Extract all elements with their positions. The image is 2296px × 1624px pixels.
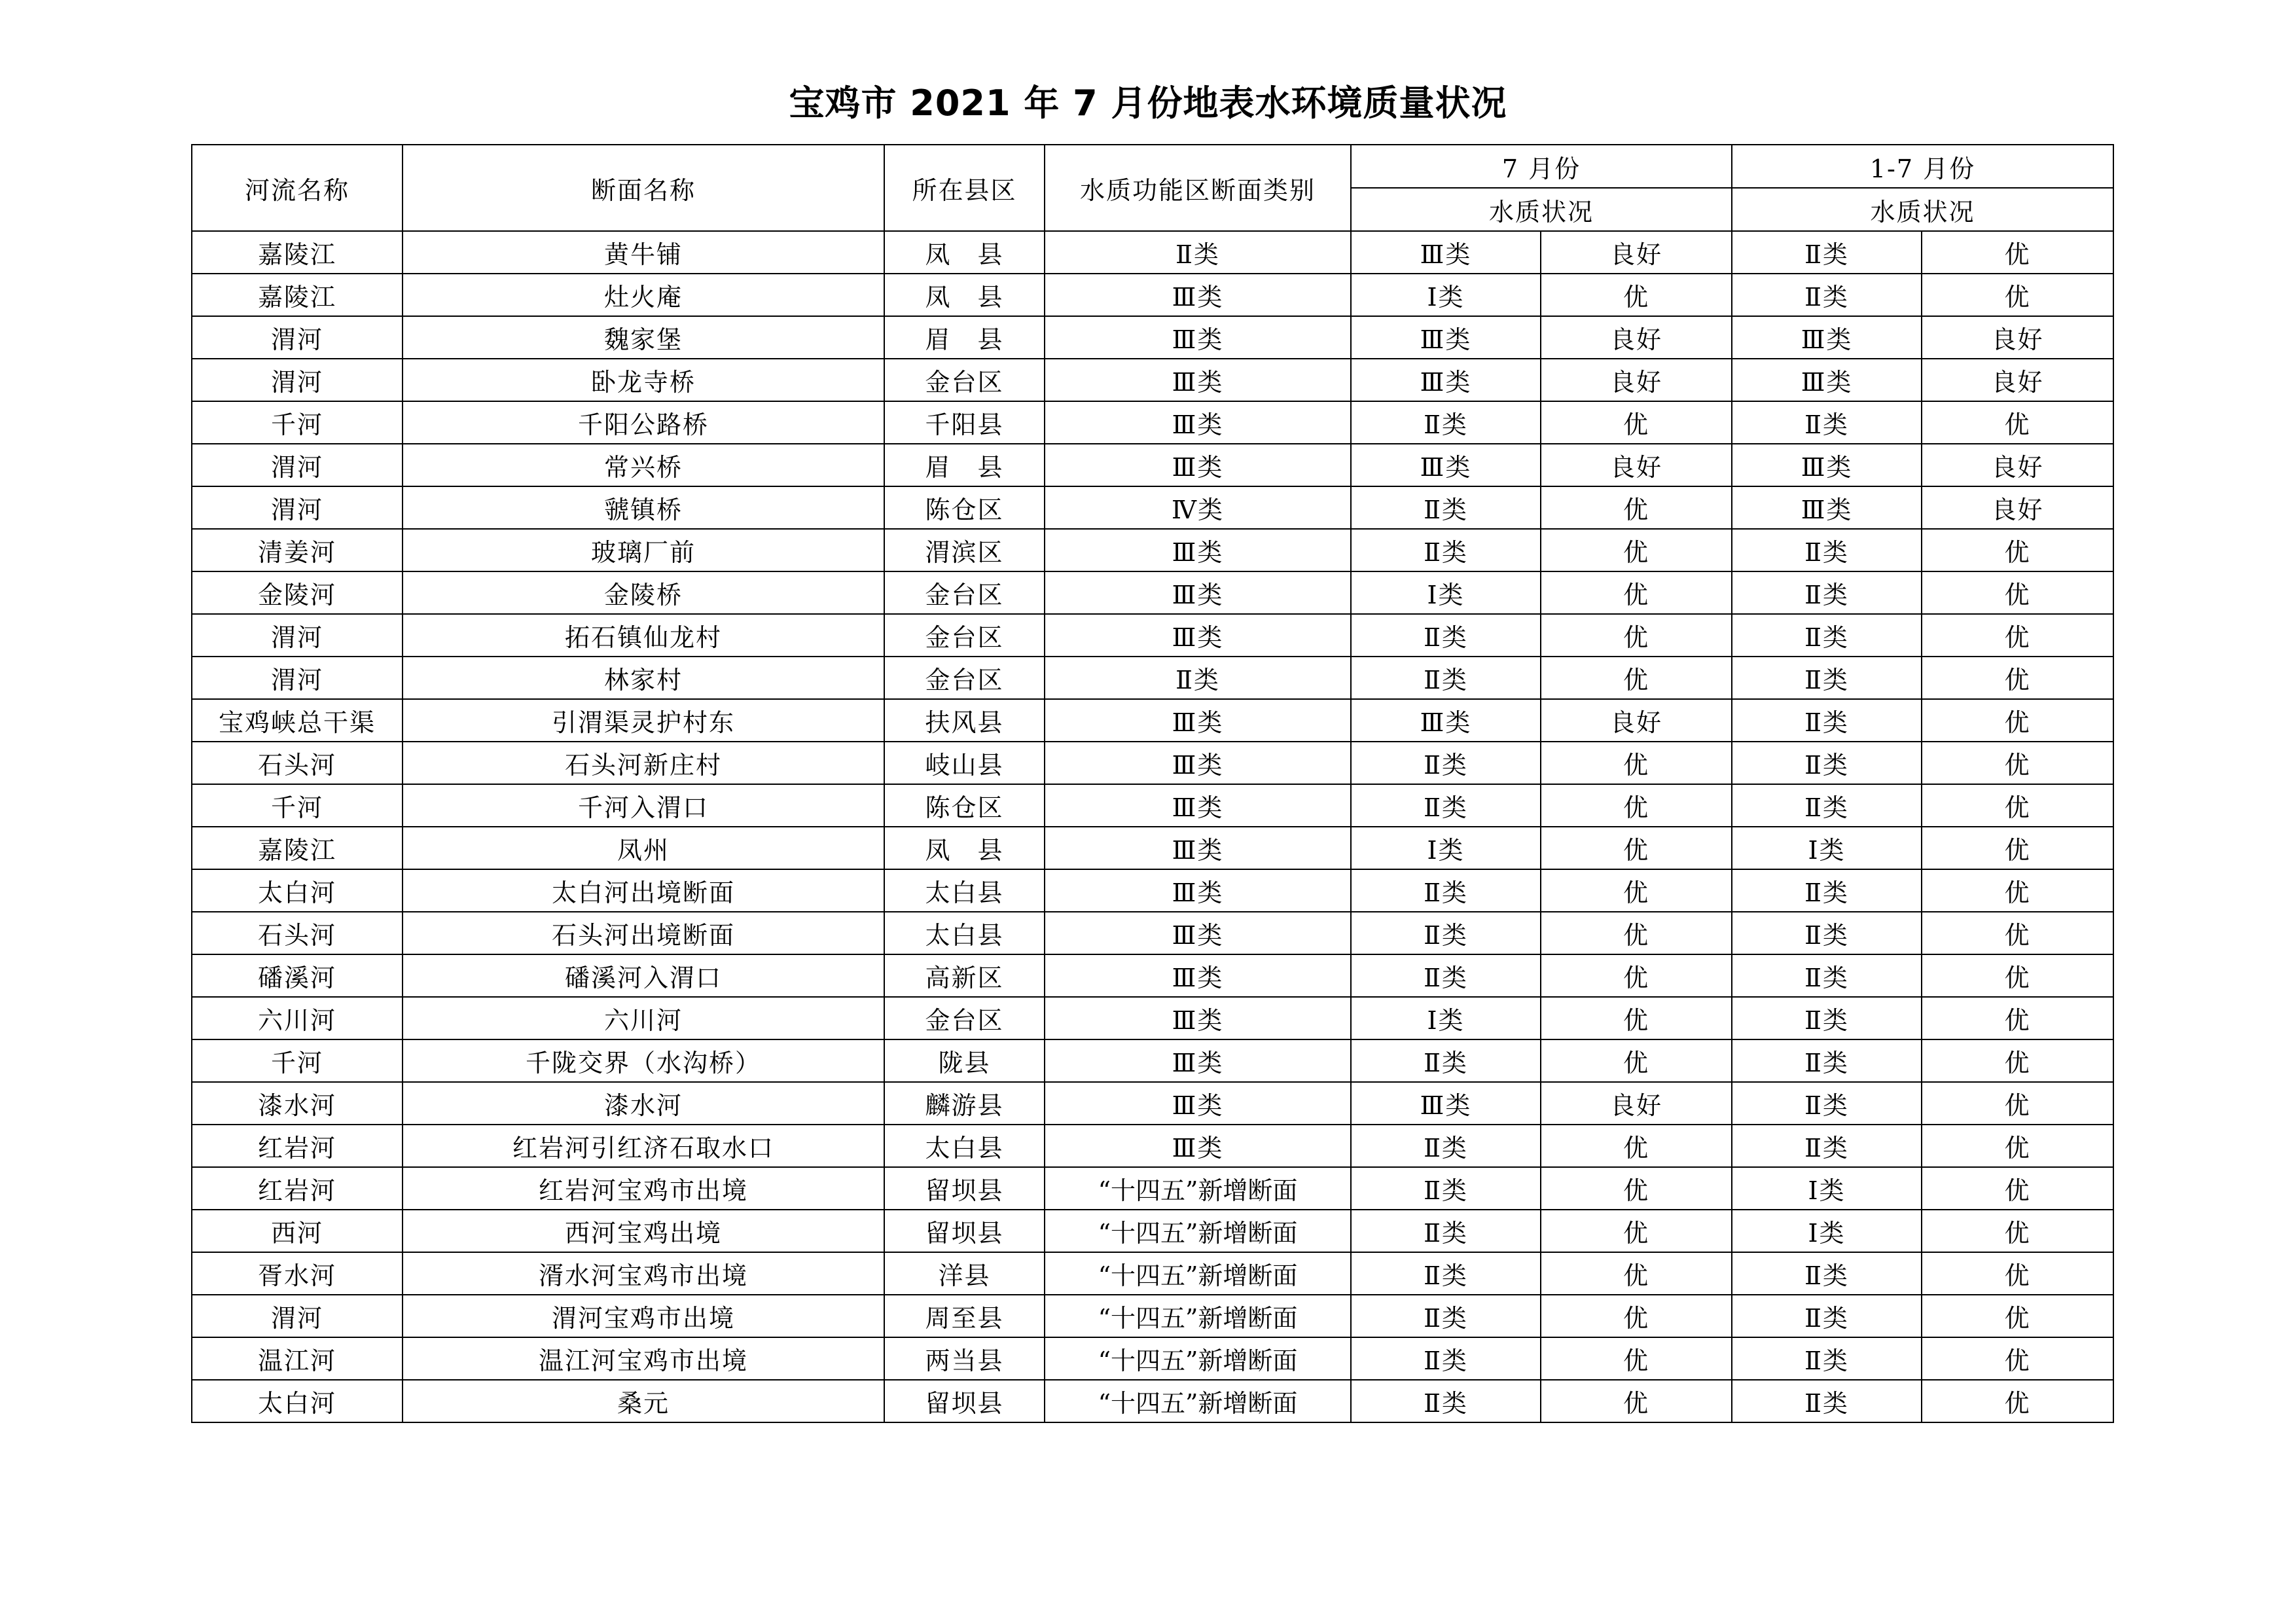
- month-class-cell: Ⅰ类: [1351, 997, 1541, 1039]
- month-grade-cell: 优: [1541, 529, 1732, 571]
- cumulative-grade-cell: 优: [1922, 827, 2113, 869]
- month-class-cell: Ⅱ类: [1351, 1210, 1541, 1252]
- cumulative-class-cell: Ⅱ类: [1732, 274, 1922, 316]
- county-cell: 太白县: [884, 869, 1045, 912]
- cumulative-grade-cell: 优: [1922, 954, 2113, 997]
- cumulative-class-cell: Ⅰ类: [1732, 1210, 1922, 1252]
- month-grade-cell: 优: [1541, 1125, 1732, 1167]
- section-name-cell: 常兴桥: [403, 444, 884, 486]
- section-name-cell: 虢镇桥: [403, 486, 884, 529]
- section-name-cell: 林家村: [403, 657, 884, 699]
- month-class-cell: Ⅲ类: [1351, 316, 1541, 359]
- river-name-cell: 千河: [192, 1039, 403, 1082]
- cumulative-grade-cell: 优: [1922, 784, 2113, 827]
- cumulative-class-cell: Ⅱ类: [1732, 401, 1922, 444]
- function-class-cell: “十四五”新增断面: [1045, 1337, 1351, 1380]
- month-class-cell: Ⅱ类: [1351, 657, 1541, 699]
- table-row: [192, 997, 2113, 1039]
- cumulative-class-cell: Ⅱ类: [1732, 529, 1922, 571]
- county-cell: 太白县: [884, 912, 1045, 954]
- cumulative-grade-cell: 良好: [1922, 359, 2113, 401]
- river-name-cell: 渭河: [192, 657, 403, 699]
- table-row: [192, 359, 2113, 401]
- month-grade-cell: 优: [1541, 1252, 1732, 1295]
- cumulative-class-cell: Ⅱ类: [1732, 571, 1922, 614]
- county-cell: 两当县: [884, 1337, 1045, 1380]
- section-name-cell: 魏家堡: [403, 316, 884, 359]
- cumulative-grade-cell: 优: [1922, 657, 2113, 699]
- function-class-cell: Ⅲ类: [1045, 274, 1351, 316]
- cumulative-grade-cell: 优: [1922, 1082, 2113, 1125]
- function-class-cell: Ⅲ类: [1045, 742, 1351, 784]
- cumulative-grade-cell: 优: [1922, 1167, 2113, 1210]
- table-row: [192, 571, 2113, 614]
- function-class-cell: Ⅳ类: [1045, 486, 1351, 529]
- section-name-cell: 拓石镇仙龙村: [403, 614, 884, 657]
- county-cell: 洋县: [884, 1252, 1045, 1295]
- cumulative-class-cell: Ⅱ类: [1732, 1252, 1922, 1295]
- section-name-cell: 石头河新庄村: [403, 742, 884, 784]
- cumulative-class-cell: Ⅱ类: [1732, 614, 1922, 657]
- cumulative-class-cell: Ⅱ类: [1732, 912, 1922, 954]
- table-row: [192, 316, 2113, 359]
- county-cell: 眉 县: [884, 316, 1045, 359]
- month-grade-cell: 优: [1541, 869, 1732, 912]
- county-cell: 麟游县: [884, 1082, 1045, 1125]
- river-name-cell: 漆水河: [192, 1082, 403, 1125]
- river-name-cell: 宝鸡峡总干渠: [192, 699, 403, 742]
- river-name-cell: 西河: [192, 1210, 403, 1252]
- month-grade-cell: 良好: [1541, 1082, 1732, 1125]
- header-cumulative-status: 水质状况: [1732, 188, 2113, 231]
- cumulative-class-cell: Ⅱ类: [1732, 1039, 1922, 1082]
- river-name-cell: 磻溪河: [192, 954, 403, 997]
- river-name-cell: 六川河: [192, 997, 403, 1039]
- function-class-cell: Ⅲ类: [1045, 614, 1351, 657]
- water-quality-table: [191, 144, 2114, 1423]
- month-class-cell: Ⅲ类: [1351, 1082, 1541, 1125]
- function-class-cell: Ⅲ类: [1045, 699, 1351, 742]
- river-name-cell: 渭河: [192, 444, 403, 486]
- county-cell: 陈仓区: [884, 486, 1045, 529]
- cumulative-class-cell: Ⅱ类: [1732, 954, 1922, 997]
- month-grade-cell: 优: [1541, 1039, 1732, 1082]
- table-row: [192, 1039, 2113, 1082]
- page-title: 宝鸡市 2021 年 7 月份地表水环境质量状况: [789, 82, 1507, 124]
- cumulative-class-cell: Ⅱ类: [1732, 1125, 1922, 1167]
- county-cell: 陈仓区: [884, 784, 1045, 827]
- table-row: [192, 827, 2113, 869]
- cumulative-grade-cell: 良好: [1922, 444, 2113, 486]
- cumulative-class-cell: Ⅰ类: [1732, 1167, 1922, 1210]
- table-row: [192, 274, 2113, 316]
- header-cumulative: 1-7 月份: [1732, 145, 2113, 188]
- section-name-cell: 温江河宝鸡市出境: [403, 1337, 884, 1380]
- section-name-cell: 千阳公路桥: [403, 401, 884, 444]
- month-class-cell: Ⅱ类: [1351, 1039, 1541, 1082]
- month-class-cell: Ⅱ类: [1351, 1295, 1541, 1337]
- river-name-cell: 渭河: [192, 1295, 403, 1337]
- county-cell: 高新区: [884, 954, 1045, 997]
- cumulative-class-cell: Ⅱ类: [1732, 657, 1922, 699]
- section-name-cell: 千河入渭口: [403, 784, 884, 827]
- month-class-cell: Ⅲ类: [1351, 699, 1541, 742]
- cumulative-grade-cell: 优: [1922, 274, 2113, 316]
- month-class-cell: Ⅰ类: [1351, 571, 1541, 614]
- month-class-cell: Ⅱ类: [1351, 486, 1541, 529]
- river-name-cell: 红岩河: [192, 1167, 403, 1210]
- cumulative-class-cell: Ⅲ类: [1732, 316, 1922, 359]
- county-cell: 扶风县: [884, 699, 1045, 742]
- county-cell: 太白县: [884, 1125, 1045, 1167]
- month-grade-cell: 良好: [1541, 699, 1732, 742]
- function-class-cell: Ⅲ类: [1045, 997, 1351, 1039]
- table-row: [192, 699, 2113, 742]
- month-grade-cell: 良好: [1541, 444, 1732, 486]
- river-name-cell: 太白河: [192, 869, 403, 912]
- table-row: [192, 742, 2113, 784]
- section-name-cell: 金陵桥: [403, 571, 884, 614]
- function-class-cell: “十四五”新增断面: [1045, 1252, 1351, 1295]
- month-class-cell: Ⅱ类: [1351, 401, 1541, 444]
- cumulative-class-cell: Ⅰ类: [1732, 827, 1922, 869]
- section-name-cell: 漆水河: [403, 1082, 884, 1125]
- section-name-cell: 磻溪河入渭口: [403, 954, 884, 997]
- month-class-cell: Ⅱ类: [1351, 1167, 1541, 1210]
- river-name-cell: 胥水河: [192, 1252, 403, 1295]
- table-row: [192, 1082, 2113, 1125]
- month-grade-cell: 良好: [1541, 316, 1732, 359]
- function-class-cell: Ⅲ类: [1045, 1039, 1351, 1082]
- cumulative-grade-cell: 优: [1922, 614, 2113, 657]
- month-grade-cell: 优: [1541, 1210, 1732, 1252]
- table-row: [192, 401, 2113, 444]
- cumulative-grade-cell: 优: [1922, 1125, 2113, 1167]
- section-name-cell: 引渭渠灵护村东: [403, 699, 884, 742]
- county-cell: 留坝县: [884, 1210, 1045, 1252]
- cumulative-grade-cell: 优: [1922, 1380, 2113, 1422]
- county-cell: 金台区: [884, 359, 1045, 401]
- month-class-cell: Ⅱ类: [1351, 1125, 1541, 1167]
- section-name-cell: 渭河宝鸡市出境: [403, 1295, 884, 1337]
- month-grade-cell: 优: [1541, 997, 1732, 1039]
- county-cell: 留坝县: [884, 1167, 1045, 1210]
- river-name-cell: 嘉陵江: [192, 274, 403, 316]
- month-class-cell: Ⅰ类: [1351, 274, 1541, 316]
- section-name-cell: 西河宝鸡出境: [403, 1210, 884, 1252]
- cumulative-class-cell: Ⅲ类: [1732, 444, 1922, 486]
- cumulative-grade-cell: 优: [1922, 1252, 2113, 1295]
- function-class-cell: Ⅲ类: [1045, 1125, 1351, 1167]
- header-month: 7 月份: [1351, 145, 1732, 188]
- table-row: [192, 1167, 2113, 1210]
- county-cell: 留坝县: [884, 1380, 1045, 1422]
- function-class-cell: “十四五”新增断面: [1045, 1167, 1351, 1210]
- cumulative-grade-cell: 优: [1922, 571, 2113, 614]
- function-class-cell: Ⅲ类: [1045, 1082, 1351, 1125]
- table-row: [192, 657, 2113, 699]
- month-grade-cell: 优: [1541, 954, 1732, 997]
- month-grade-cell: 优: [1541, 1167, 1732, 1210]
- section-name-cell: 红岩河引红济石取水口: [403, 1125, 884, 1167]
- cumulative-grade-cell: 优: [1922, 231, 2113, 274]
- table-header: [192, 145, 2113, 231]
- month-class-cell: Ⅰ类: [1351, 827, 1541, 869]
- month-class-cell: Ⅱ类: [1351, 529, 1541, 571]
- table-row: [192, 1295, 2113, 1337]
- county-cell: 千阳县: [884, 401, 1045, 444]
- cumulative-class-cell: Ⅱ类: [1732, 997, 1922, 1039]
- county-cell: 岐山县: [884, 742, 1045, 784]
- cumulative-grade-cell: 优: [1922, 997, 2113, 1039]
- month-class-cell: Ⅲ类: [1351, 359, 1541, 401]
- month-class-cell: Ⅱ类: [1351, 1337, 1541, 1380]
- month-class-cell: Ⅱ类: [1351, 784, 1541, 827]
- cumulative-class-cell: Ⅱ类: [1732, 1337, 1922, 1380]
- county-cell: 渭滨区: [884, 529, 1045, 571]
- month-grade-cell: 优: [1541, 1380, 1732, 1422]
- table-row: [192, 231, 2113, 274]
- cumulative-class-cell: Ⅲ类: [1732, 486, 1922, 529]
- cumulative-class-cell: Ⅱ类: [1732, 869, 1922, 912]
- county-cell: 金台区: [884, 997, 1045, 1039]
- table-row: [192, 614, 2113, 657]
- river-name-cell: 渭河: [192, 316, 403, 359]
- table-row: [192, 912, 2113, 954]
- cumulative-grade-cell: 优: [1922, 699, 2113, 742]
- table-row: [192, 444, 2113, 486]
- section-name-cell: 千陇交界（水沟桥）: [403, 1039, 884, 1082]
- header-month-status: 水质状况: [1351, 188, 1732, 231]
- month-grade-cell: 优: [1541, 401, 1732, 444]
- function-class-cell: Ⅱ类: [1045, 231, 1351, 274]
- county-cell: 凤 县: [884, 231, 1045, 274]
- county-cell: 金台区: [884, 614, 1045, 657]
- river-name-cell: 石头河: [192, 912, 403, 954]
- month-class-cell: Ⅱ类: [1351, 1380, 1541, 1422]
- table-row: [192, 869, 2113, 912]
- function-class-cell: Ⅲ类: [1045, 401, 1351, 444]
- river-name-cell: 千河: [192, 784, 403, 827]
- table-row: [192, 1380, 2113, 1422]
- table-row: [192, 954, 2113, 997]
- river-name-cell: 千河: [192, 401, 403, 444]
- river-name-cell: 嘉陵江: [192, 231, 403, 274]
- header-function-class: 水质功能区断面类别: [1045, 145, 1351, 231]
- function-class-cell: Ⅲ类: [1045, 912, 1351, 954]
- section-name-cell: 湑水河宝鸡市出境: [403, 1252, 884, 1295]
- river-name-cell: 红岩河: [192, 1125, 403, 1167]
- month-grade-cell: 良好: [1541, 231, 1732, 274]
- section-name-cell: 红岩河宝鸡市出境: [403, 1167, 884, 1210]
- header-river-name: 河流名称: [192, 145, 403, 231]
- month-class-cell: Ⅱ类: [1351, 614, 1541, 657]
- cumulative-grade-cell: 优: [1922, 742, 2113, 784]
- function-class-cell: Ⅱ类: [1045, 657, 1351, 699]
- county-cell: 金台区: [884, 571, 1045, 614]
- section-name-cell: 灶火庵: [403, 274, 884, 316]
- cumulative-grade-cell: 优: [1922, 1039, 2113, 1082]
- table-row: [192, 529, 2113, 571]
- month-grade-cell: 优: [1541, 1337, 1732, 1380]
- header-section-name: 断面名称: [403, 145, 884, 231]
- county-cell: 陇县: [884, 1039, 1045, 1082]
- header-county: 所在县区: [884, 145, 1045, 231]
- function-class-cell: Ⅲ类: [1045, 954, 1351, 997]
- river-name-cell: 渭河: [192, 359, 403, 401]
- cumulative-class-cell: Ⅱ类: [1732, 784, 1922, 827]
- table-row: [192, 784, 2113, 827]
- month-class-cell: Ⅱ类: [1351, 954, 1541, 997]
- cumulative-class-cell: Ⅱ类: [1732, 1082, 1922, 1125]
- function-class-cell: Ⅲ类: [1045, 316, 1351, 359]
- cumulative-grade-cell: 良好: [1922, 486, 2113, 529]
- table-body: [192, 231, 2113, 1422]
- month-grade-cell: 优: [1541, 657, 1732, 699]
- river-name-cell: 太白河: [192, 1380, 403, 1422]
- cumulative-grade-cell: 优: [1922, 869, 2113, 912]
- river-name-cell: 金陵河: [192, 571, 403, 614]
- cumulative-class-cell: Ⅱ类: [1732, 231, 1922, 274]
- month-grade-cell: 优: [1541, 571, 1732, 614]
- month-class-cell: Ⅱ类: [1351, 869, 1541, 912]
- function-class-cell: Ⅲ类: [1045, 359, 1351, 401]
- month-grade-cell: 优: [1541, 1295, 1732, 1337]
- table-row: [192, 1252, 2113, 1295]
- table-row: [192, 486, 2113, 529]
- month-grade-cell: 优: [1541, 274, 1732, 316]
- river-name-cell: 渭河: [192, 614, 403, 657]
- month-grade-cell: 优: [1541, 486, 1732, 529]
- river-name-cell: 渭河: [192, 486, 403, 529]
- function-class-cell: “十四五”新增断面: [1045, 1380, 1351, 1422]
- function-class-cell: “十四五”新增断面: [1045, 1210, 1351, 1252]
- county-cell: 凤 县: [884, 827, 1045, 869]
- river-name-cell: 清姜河: [192, 529, 403, 571]
- cumulative-class-cell: Ⅱ类: [1732, 1295, 1922, 1337]
- section-name-cell: 桑元: [403, 1380, 884, 1422]
- county-cell: 凤 县: [884, 274, 1045, 316]
- section-name-cell: 黄牛铺: [403, 231, 884, 274]
- month-grade-cell: 优: [1541, 614, 1732, 657]
- function-class-cell: Ⅲ类: [1045, 827, 1351, 869]
- county-cell: 眉 县: [884, 444, 1045, 486]
- section-name-cell: 石头河出境断面: [403, 912, 884, 954]
- month-grade-cell: 优: [1541, 827, 1732, 869]
- cumulative-grade-cell: 优: [1922, 401, 2113, 444]
- cumulative-grade-cell: 优: [1922, 529, 2113, 571]
- section-name-cell: 卧龙寺桥: [403, 359, 884, 401]
- month-class-cell: Ⅱ类: [1351, 912, 1541, 954]
- function-class-cell: Ⅲ类: [1045, 869, 1351, 912]
- function-class-cell: Ⅲ类: [1045, 784, 1351, 827]
- table-row: [192, 1125, 2113, 1167]
- table-row: [192, 1210, 2113, 1252]
- month-grade-cell: 优: [1541, 912, 1732, 954]
- cumulative-grade-cell: 良好: [1922, 316, 2113, 359]
- cumulative-class-cell: Ⅱ类: [1732, 699, 1922, 742]
- cumulative-class-cell: Ⅲ类: [1732, 359, 1922, 401]
- cumulative-class-cell: Ⅱ类: [1732, 742, 1922, 784]
- month-grade-cell: 优: [1541, 784, 1732, 827]
- section-name-cell: 六川河: [403, 997, 884, 1039]
- month-class-cell: Ⅱ类: [1351, 1252, 1541, 1295]
- cumulative-grade-cell: 优: [1922, 912, 2113, 954]
- section-name-cell: 太白河出境断面: [403, 869, 884, 912]
- month-class-cell: Ⅲ类: [1351, 231, 1541, 274]
- river-name-cell: 石头河: [192, 742, 403, 784]
- function-class-cell: “十四五”新增断面: [1045, 1295, 1351, 1337]
- section-name-cell: 凤州: [403, 827, 884, 869]
- month-grade-cell: 优: [1541, 742, 1732, 784]
- month-grade-cell: 良好: [1541, 359, 1732, 401]
- cumulative-grade-cell: 优: [1922, 1337, 2113, 1380]
- river-name-cell: 温江河: [192, 1337, 403, 1380]
- county-cell: 金台区: [884, 657, 1045, 699]
- function-class-cell: Ⅲ类: [1045, 529, 1351, 571]
- cumulative-class-cell: Ⅱ类: [1732, 1380, 1922, 1422]
- table-row: [192, 1337, 2113, 1380]
- river-name-cell: 嘉陵江: [192, 827, 403, 869]
- function-class-cell: Ⅲ类: [1045, 444, 1351, 486]
- section-name-cell: 玻璃厂前: [403, 529, 884, 571]
- cumulative-grade-cell: 优: [1922, 1295, 2113, 1337]
- function-class-cell: Ⅲ类: [1045, 571, 1351, 614]
- month-class-cell: Ⅱ类: [1351, 742, 1541, 784]
- month-class-cell: Ⅲ类: [1351, 444, 1541, 486]
- cumulative-grade-cell: 优: [1922, 1210, 2113, 1252]
- county-cell: 周至县: [884, 1295, 1045, 1337]
